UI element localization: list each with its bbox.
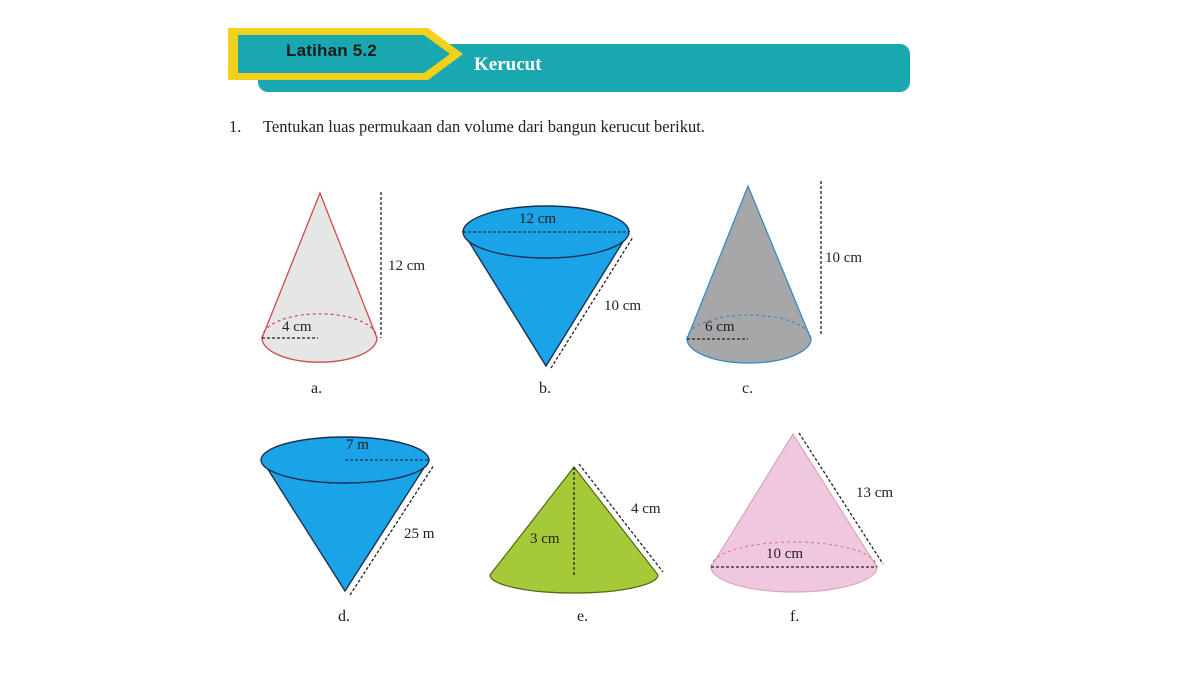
- cone-f-letter: f.: [790, 608, 800, 625]
- cone-e: [490, 464, 663, 625]
- cone-c-radius-label: 6 cm: [705, 319, 735, 335]
- cone-e-slant-label: 4 cm: [631, 501, 661, 517]
- cone-d-slant-label: 25 m: [404, 526, 435, 542]
- cone-a-radius-label: 4 cm: [282, 319, 312, 335]
- question-number: 1.: [229, 117, 242, 136]
- section-title: Kerucut: [474, 54, 542, 75]
- cone-b-diameter-label: 12 cm: [519, 211, 557, 227]
- cone-b-letter: b.: [539, 380, 551, 397]
- cone-f: [711, 433, 893, 625]
- cone-c-letter: c.: [742, 380, 754, 397]
- cone-a-letter: a.: [311, 380, 323, 397]
- cone-d-letter: d.: [338, 608, 350, 625]
- cone-a: [262, 192, 425, 397]
- cone-f-slant-label: 13 cm: [856, 485, 894, 501]
- cone-c: [687, 181, 862, 397]
- cone-f-diameter-label: 10 cm: [766, 546, 804, 562]
- exercise-label: Latihan 5.2: [286, 41, 378, 60]
- cone-e-height-label: 3 cm: [530, 531, 560, 547]
- cone-d: [261, 437, 435, 625]
- cone-c-height-label: 10 cm: [825, 250, 863, 266]
- cone-e-letter: e.: [577, 608, 589, 625]
- question-text: Tentukan luas permukaan dan volume dari bangun kerucut berikut.: [263, 117, 705, 136]
- cone-d-radius-label: 7 m: [346, 437, 369, 453]
- cone-a-height-label: 12 cm: [388, 258, 426, 274]
- cone-b-slant-label: 10 cm: [604, 298, 642, 314]
- cone-b: [463, 206, 641, 397]
